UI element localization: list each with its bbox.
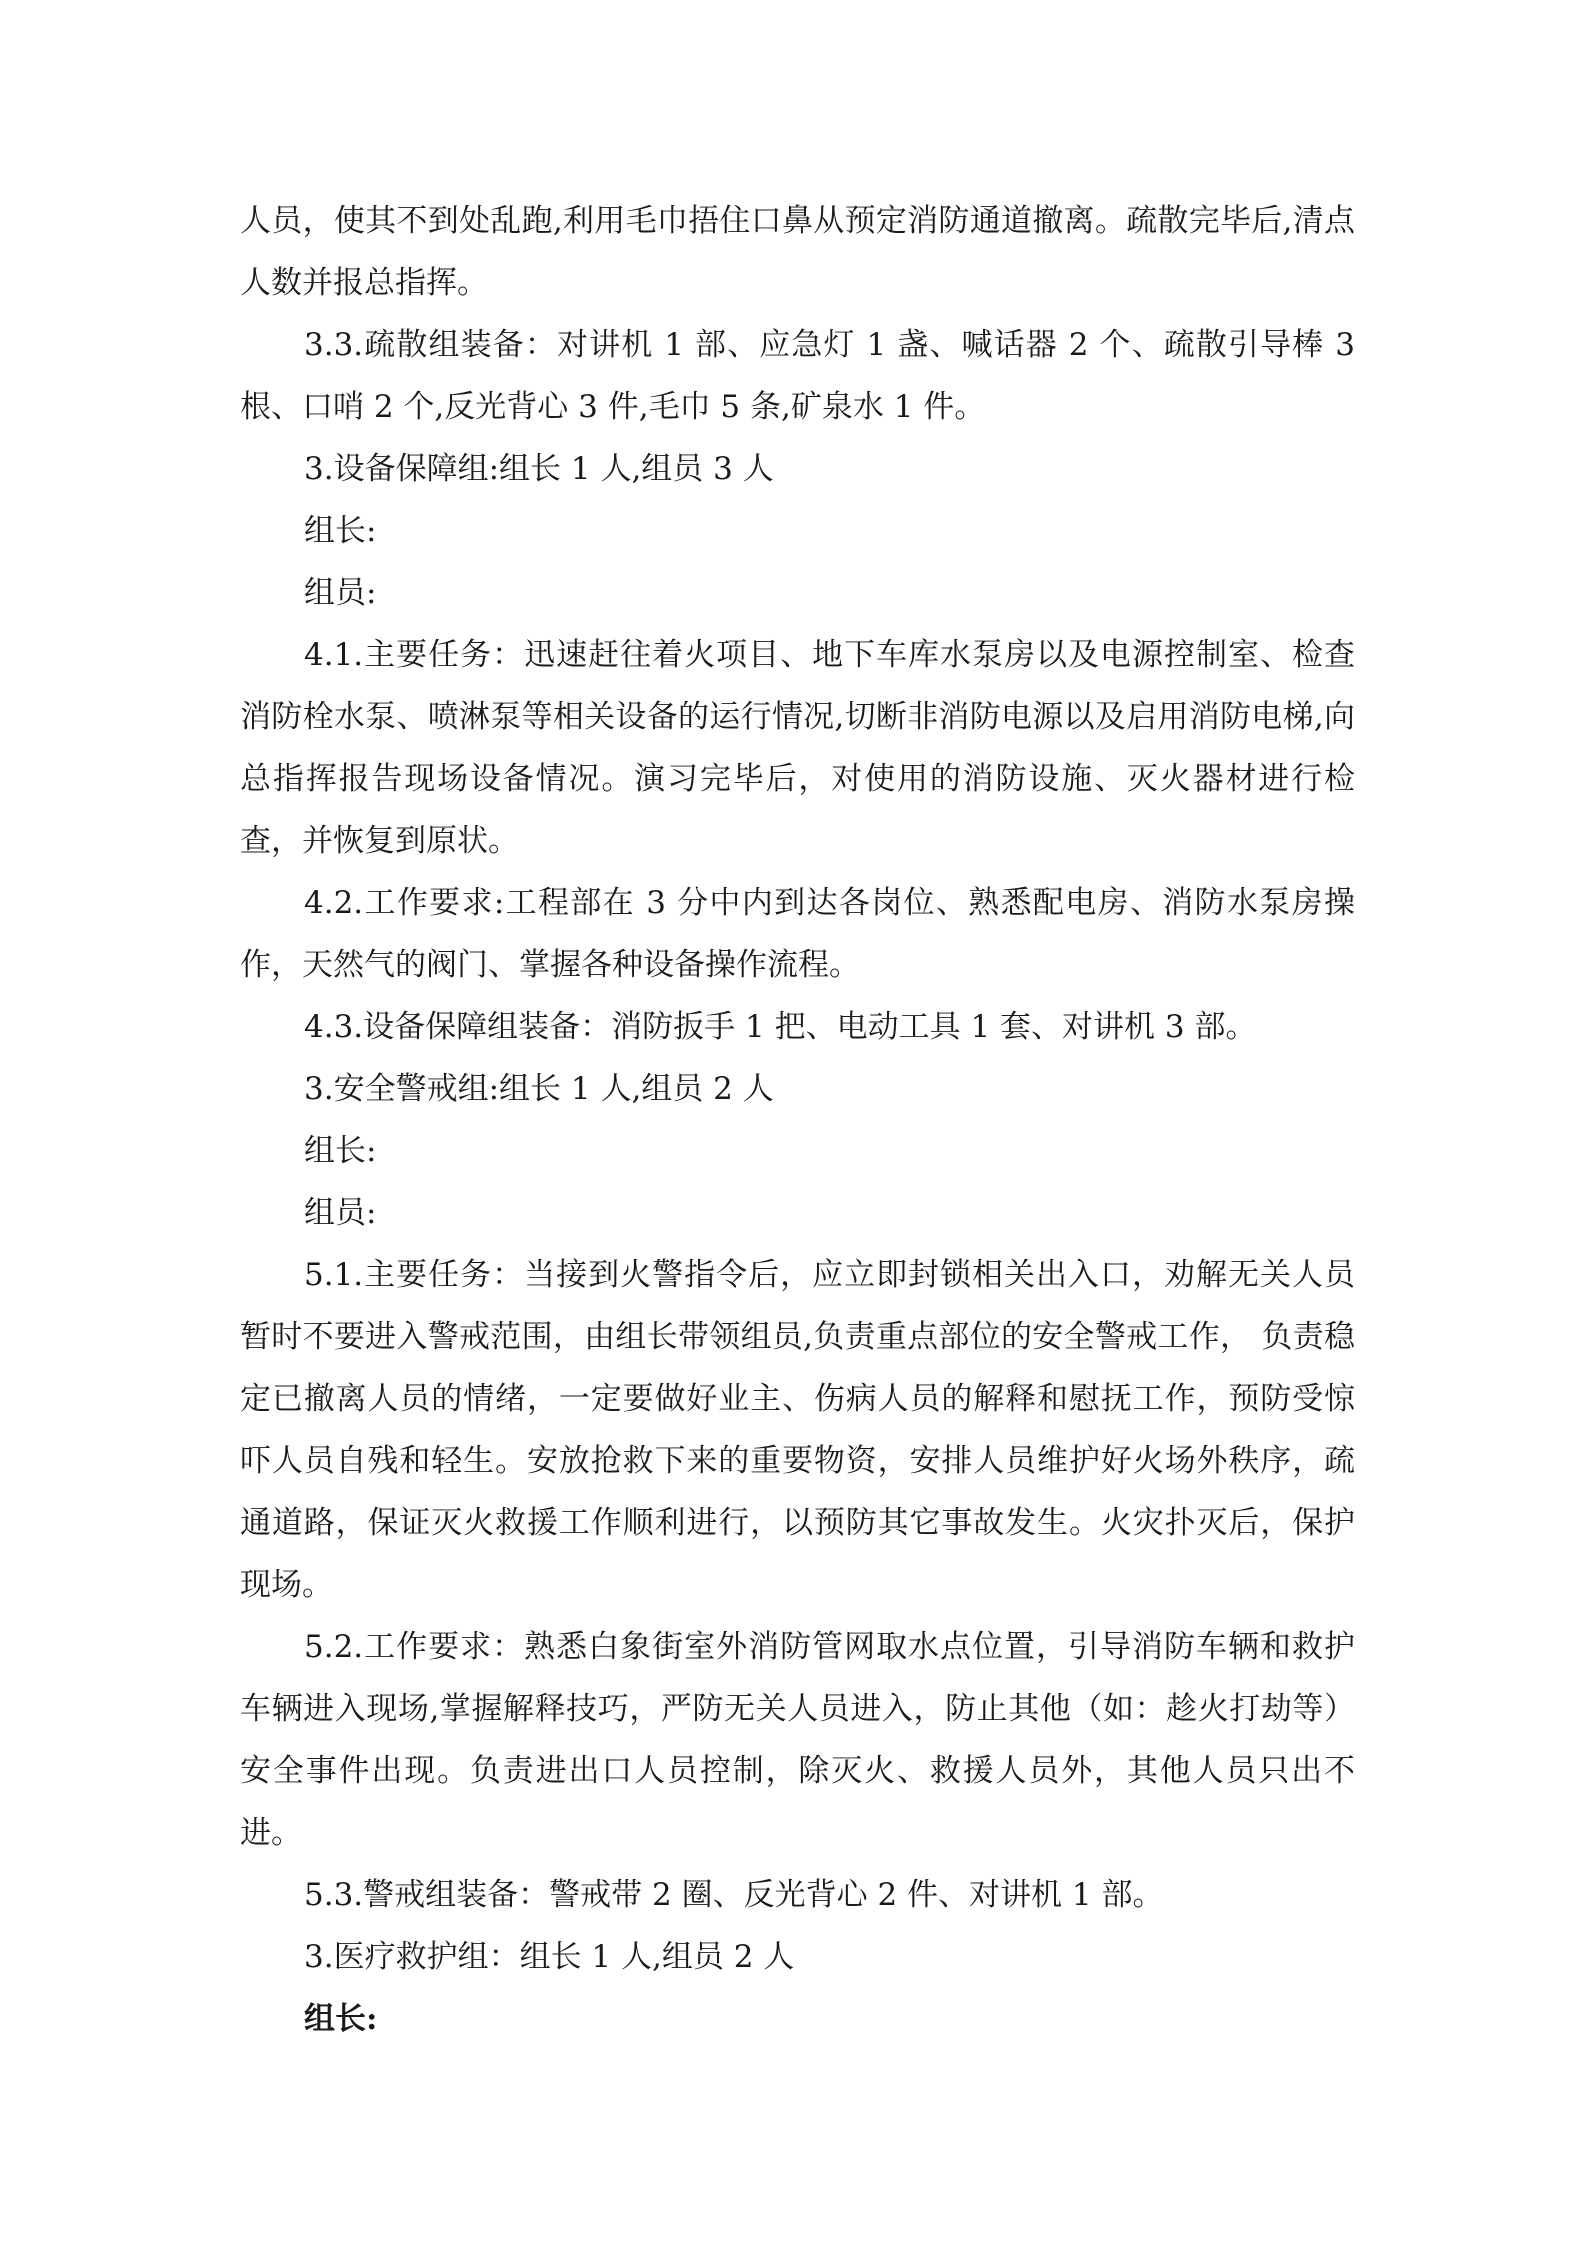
label-group-leader: 组长: — [304, 1133, 377, 1169]
label-group-leader-bold: 组长: — [304, 2001, 378, 2037]
document-page — [240, 190, 1355, 2050]
paragraph-evacuation-continued: 人员，使其不到处乱跑,利用毛巾捂住口鼻从预定消防通道撤离。疏散完毕后,清点人数并报总指挥。 — [240, 203, 1355, 301]
label-group-members: 组员: — [304, 1195, 377, 1231]
paragraph-security-main-task: 5.1.主要任务：当接到火警指令后，应立即封锁相关出入口，劝解无关人员暂时不要进入警戒范围，由组长带领组员,负责重点部位的安全警戒工作， 负责稳定已撤离人员的情绪，一定要做好业主、伤病人员的解释和慰抚工作，预防受惊吓人员自残和轻生。安放抢救下来的重要物资，安排人员维护好火场外秩序，疏通道路，保证灭火救援工作顺利进行，以预防其它事故发生。火灾扑灭后，保护现场。 — [240, 1257, 1355, 1603]
paragraph-security-gear: 5.3.警戒组装备：警戒带 2 圈、反光背心 2 件、对讲机 1 部。 — [304, 1877, 1164, 1913]
label-group-leader: 组长: — [304, 513, 377, 549]
paragraph-equipment-main-task: 4.1.主要任务：迅速赶往着火项目、地下车库水泵房以及电源控制室、检查消防栓水泵、喷淋泵等相关设备的运行情况,切断非消防电源以及启用消防电梯,向总指挥报告现场设备情况。演习完毕后，对使用的消防设施、灭火器材进行检查，并恢复到原状。 — [240, 637, 1355, 859]
heading-equipment-support-group: 3.设备保障组:组长 1 人,组员 3 人 — [304, 451, 774, 487]
paragraph-equipment-requirements: 4.2.工作要求:工程部在 3 分中内到达各岗位、熟悉配电房、消防水泵房操作，天然气的阀门、掌握各种设备操作流程。 — [240, 885, 1355, 983]
label-group-members: 组员: — [304, 575, 377, 611]
paragraph-equipment-gear: 4.3.设备保障组装备：消防扳手 1 把、电动工具 1 套、对讲机 3 部。 — [304, 1009, 1257, 1045]
heading-security-cordon-group: 3.安全警戒组:组长 1 人,组员 2 人 — [304, 1071, 774, 1107]
paragraph-security-requirements: 5.2.工作要求：熟悉白象街室外消防管网取水点位置，引导消防车辆和救护车辆进入现场,掌握解释技巧，严防无关人员进入，防止其他（如：趁火打劫等）安全事件出现。负责进出口人员控制，除灭火、救援人员外，其他人员只出不进。 — [240, 1629, 1355, 1851]
heading-medical-rescue-group: 3.医疗救护组：组长 1 人,组员 2 人 — [304, 1939, 795, 1975]
paragraph-evacuation-equipment: 3.3.疏散组装备：对讲机 1 部、应急灯 1 盏、喊话器 2 个、疏散引导棒 3 根、口哨 2 个,反光背心 3 件,毛巾 5 条,矿泉水 1 件。 — [240, 327, 1355, 425]
